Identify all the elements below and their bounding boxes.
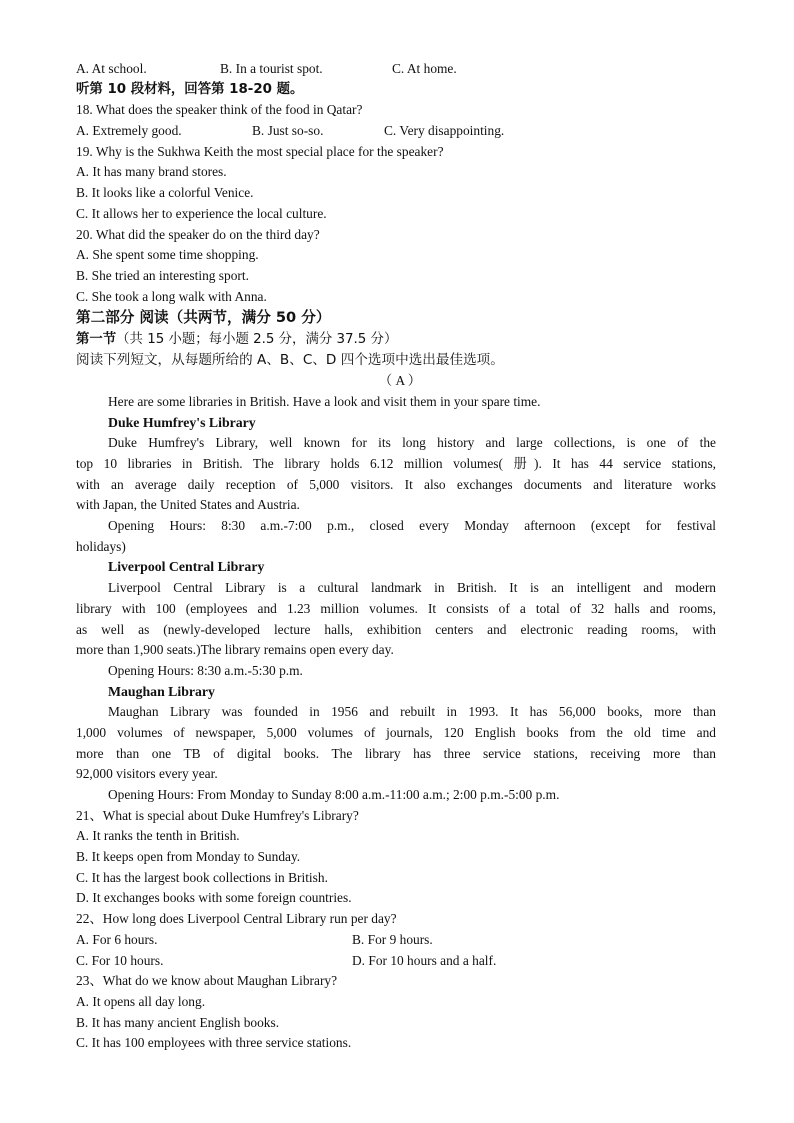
option-a: A. For 6 hours. bbox=[76, 931, 158, 947]
q18-options-row bbox=[76, 121, 716, 142]
opening-hours-cont: holidays) bbox=[76, 538, 126, 554]
opening-hours: Opening Hours: 8:30 a.m.-7:00 p.m., closed every Monday afternoon (except for festival bbox=[108, 518, 716, 534]
paragraph-line: as well as (newly-developed lecture halls, exhibition centers and electronic reading rooms, with bbox=[76, 621, 716, 637]
section1-text: （共 15 小题；每小题 2.5 分，满分 37.5 分） bbox=[116, 332, 398, 348]
q22-options-row-1 bbox=[76, 930, 716, 951]
q20-option-a: A. She spent some time shopping. bbox=[76, 247, 259, 263]
q21-stem: 21、What is special about Duke Humfrey's Library? bbox=[76, 807, 359, 823]
option-a: A. At school. bbox=[76, 61, 147, 76]
q20-stem: 20. What did the speaker do on the third day? bbox=[76, 226, 320, 242]
option-a: A. Extremely good. bbox=[76, 123, 182, 139]
paragraph-line: 92,000 visitors every year. bbox=[76, 766, 218, 782]
q22-options-row-2 bbox=[76, 951, 716, 972]
paragraph-line: 1,000 volumes of newspaper, 5,000 volumes of journals, 120 English books from the old time and bbox=[76, 724, 716, 740]
paragraph-line: Duke Humfrey's Library, well known for its long history and large collections, is one of the bbox=[108, 435, 716, 451]
paragraph-line: Maughan Library was founded in 1956 and rebuilt in 1993. It has 56,000 books, more than bbox=[108, 704, 716, 720]
q21-option-c: C. It has the largest book collections in British. bbox=[76, 869, 328, 885]
intro-text: Here are some libraries in British. Have a look and visit them in your spare time. bbox=[108, 393, 541, 409]
part2-title: 第二部分 阅读（共两节，满分 50 分） bbox=[76, 309, 331, 327]
q19-option-b: B. It looks like a colorful Venice. bbox=[76, 185, 254, 201]
exam-page bbox=[76, 59, 716, 1054]
q23-option-b: B. It has many ancient English books. bbox=[76, 1014, 280, 1030]
q21-option-d: D. It exchanges books with some foreign countries. bbox=[76, 890, 352, 906]
paragraph-line: more than one TB of digital books. The library has three service stations, receiving more than bbox=[76, 745, 716, 761]
option-c: C. For 10 hours. bbox=[76, 952, 164, 968]
q23-stem: 23、What do we know about Maughan Library? bbox=[76, 973, 338, 989]
option-b: B. Just so-so. bbox=[252, 123, 324, 139]
section1-header bbox=[76, 329, 716, 350]
q19-option-c: C. It allows her to experience the local culture. bbox=[76, 205, 327, 221]
top-options-row bbox=[76, 59, 716, 80]
option-b: B. In a tourist spot. bbox=[220, 61, 323, 76]
paragraph-line: more than 1,900 seats.)The library remains open every day. bbox=[76, 642, 394, 658]
option-c: C. Very disappointing. bbox=[384, 123, 505, 139]
instruction: 阅读下列短文，从每题所给的 A、B、C、D 四个选项中选出最佳选项。 bbox=[76, 352, 504, 369]
q20-option-c: C. She took a long walk with Anna. bbox=[76, 288, 267, 304]
opening-hours: Opening Hours: From Monday to Sunday 8:00 a.m.-11:00 a.m.; 2:00 p.m.-5:00 p.m. bbox=[108, 787, 560, 802]
section1-label: 第一节 bbox=[76, 332, 117, 348]
q18-stem: 18. What does the speaker think of the food in Qatar? bbox=[76, 102, 363, 118]
q23-option-c: C. It has 100 employees with three service stations. bbox=[76, 1035, 352, 1051]
paragraph-line: library with 100 (employees and 1.23 million volumes. It consists of a total of 32 halls and rooms, bbox=[76, 600, 716, 616]
option-b: B. For 9 hours. bbox=[352, 931, 433, 947]
q21-option-b: B. It keeps open from Monday to Sunday. bbox=[76, 849, 301, 865]
library-title-maughan: Maughan Library bbox=[108, 683, 215, 699]
paragraph-line: top 10 libraries in British. The library holds 6.12 million volumes( 册). It has 44 service stations, bbox=[76, 456, 716, 471]
passage-label: （ A ） bbox=[378, 373, 422, 389]
q20-option-b: B. She tried an interesting sport. bbox=[76, 267, 249, 283]
q21-option-a: A. It ranks the tenth in British. bbox=[76, 828, 240, 844]
option-c: C. At home. bbox=[392, 61, 457, 76]
paragraph-line: with an average daily reception of 5,000 visitors. It also exchanges documents and literature works bbox=[76, 476, 716, 492]
q22-stem: 22、How long does Liverpool Central Library run per day? bbox=[76, 911, 397, 927]
listening-header: 听第 10 段材料，回答第 18-20 题。 bbox=[76, 81, 304, 97]
option-d: D. For 10 hours and a half. bbox=[352, 952, 497, 968]
paragraph-line: with Japan, the United States and Austria. bbox=[76, 497, 300, 513]
q23-option-a: A. It opens all day long. bbox=[76, 993, 206, 1009]
library-title-duke-humfrey: Duke Humfrey's Library bbox=[108, 414, 256, 430]
q19-option-a: A. It has many brand stores. bbox=[76, 164, 227, 180]
paragraph-line: Liverpool Central Library is a cultural landmark in British. It is an intelligent and modern bbox=[108, 580, 716, 596]
opening-hours: Opening Hours: 8:30 a.m.-5:30 p.m. bbox=[108, 662, 303, 678]
library-title-liverpool: Liverpool Central Library bbox=[108, 559, 265, 575]
q19-stem: 19. Why is the Sukhwa Keith the most special place for the speaker? bbox=[76, 143, 444, 159]
